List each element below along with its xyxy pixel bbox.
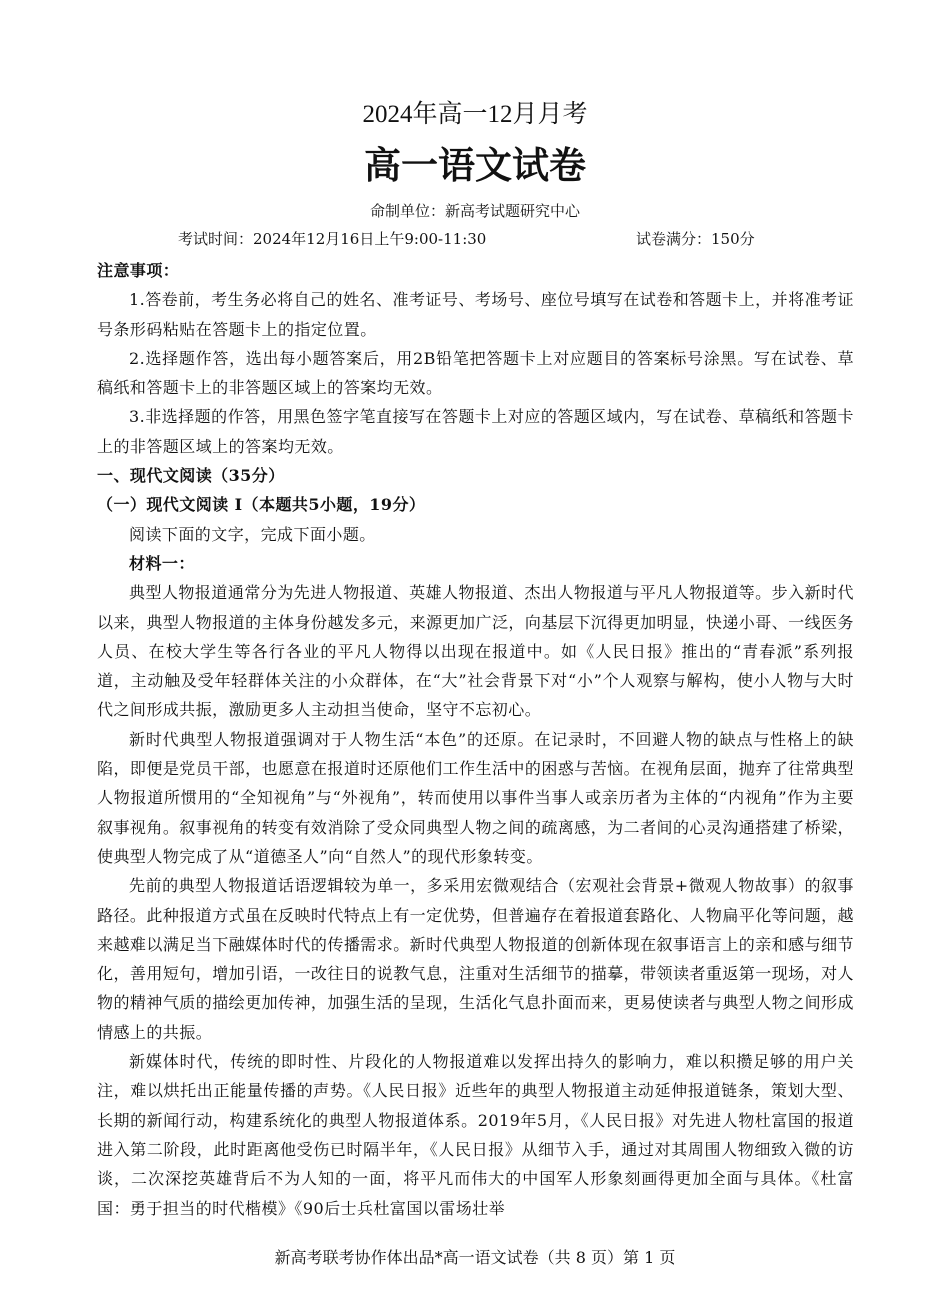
exam-time: 考试时间：2024年12月16日上午9:00-11:30 xyxy=(178,230,487,248)
section-heading: 一、现代文阅读（35分） xyxy=(97,466,285,486)
material-paragraph-4: 新媒体时代，传统的即时性、片段化的人物报道难以发挥出持久的影响力，难以积攒足够的用户关注，难以烘托出正能量传播的声势。《人民日报》近些年的典型人物报道主动延伸报道链条，策划大型、长期的新闻行动，构建系统化的典型人物报道体系。2019年5月，《人民日报》对先进人物杜富国的报道进入第二阶段，此时距离他受伤已时隔半年，《人民日报》从细节入手，通过对其周围人物细致入微的访谈，二次深挖英雄背后不为人知的一面，将平凡而伟大的中国军人形象刻画得更加全面与具体。《杜富国：勇于担当的时代楷模》《90后士兵杜富国以雷场壮举 xyxy=(97,1052,854,1218)
notice-item-3: 3.非选择题的作答，用黑色签字笔直接写在答题卡上对应的答题区域内，写在试卷、草稿纸和答题卡上的非答题区域上的答案均无效。 xyxy=(97,407,854,456)
material-label: 材料一： xyxy=(129,553,195,573)
exam-body xyxy=(97,256,854,1223)
exam-title: 2024年高一12月月考 xyxy=(362,101,588,128)
material-paragraph-1: 典型人物报道通常分为先进人物报道、英雄人物报道、杰出人物报道与平凡人物报道等。步入新时代以来，典型人物报道的主体身份越发多元，来源更加广泛，向基层下沉得更加明显，快递小哥、一线医务人员、在校大学生等各行各业的平凡人物得以出现在报道中。如《人民日报》推出的“青春派”系列报道，主动触及受年轻群体关注的小众群体，在“大”社会背景下对“小”个人观察与解构，使小人物与大时代之间形成共振，激励更多人主动担当使命，坚守不忘初心。 xyxy=(97,583,854,720)
notice-heading: 注意事项： xyxy=(97,261,180,280)
full-score: 试卷满分：150分 xyxy=(636,230,755,248)
material-paragraph-3: 先前的典型人物报道话语逻辑较为单一，多采用宏微观结合（宏观社会背景+微观人物故事）的叙事路径。此种报道方式虽在反映时代特点上有一定优势，但普遍存在着报道套路化、人物扁平化等问题，越来越难以满足当下融媒体时代的传播需求。新时代典型人物报道的创新体现在叙事语言上的亲和感与细节化，善用短句，增加引语，一改往日的说教气息，注重对生活细节的描摹，带领读者重返第一现场，对人物的精神气质的描绘更加传神，加强生活的呈现，生活化气息扑面而来，更易使读者与典型人物之间形成情感上的共振。 xyxy=(97,876,854,1042)
material-paragraph-2: 新时代典型人物报道强调对于人物生活“本色”的还原。在记录时，不回避人物的缺点与性格上的缺陷，即便是党员干部，也愿意在报道时还原他们工作生活中的困惑与苦恼。在视角层面，抛弃了往常典型人物报道所惯用的“全知视角”与“外视角”，转而使用以事件当事人或亲历者为主体的“内视角”作为主要叙事视角。叙事视角的转变有效消除了受众同典型人物之间的疏离感，为二者间的心灵沟通搭建了桥梁，使典型人物完成了从“道德圣人”向“自然人”的现代形象转变。 xyxy=(97,729,854,866)
subsection-heading: （一）现代文阅读 I（本题共5小题，19分） xyxy=(97,495,426,515)
issuer-line: 命制单位：新高考试题研究中心 xyxy=(369,202,580,220)
notice-item-2: 2.选择题作答，选出每小题答案后，用2B铅笔把答题卡上对应题目的答案标号涂黑。写在试卷、草稿纸和答题卡上的非答题区域上的答案均无效。 xyxy=(97,348,854,398)
exam-info-line xyxy=(178,228,818,250)
page-footer: 新高考联考协作体出品*高一语文试卷（共 8 页）第 1 页 xyxy=(274,1248,676,1267)
reading-instruction: 阅读下面的文字，完成下面小题。 xyxy=(129,524,376,544)
notice-item-1: 1.答卷前，考生务必将自己的姓名、准考证号、考场号、座位号填写在试卷和答题卡上，并将准考证号条形码粘贴在答题卡上的指定位置。 xyxy=(97,290,854,339)
paper-title: 高一语文试卷 xyxy=(364,143,586,187)
